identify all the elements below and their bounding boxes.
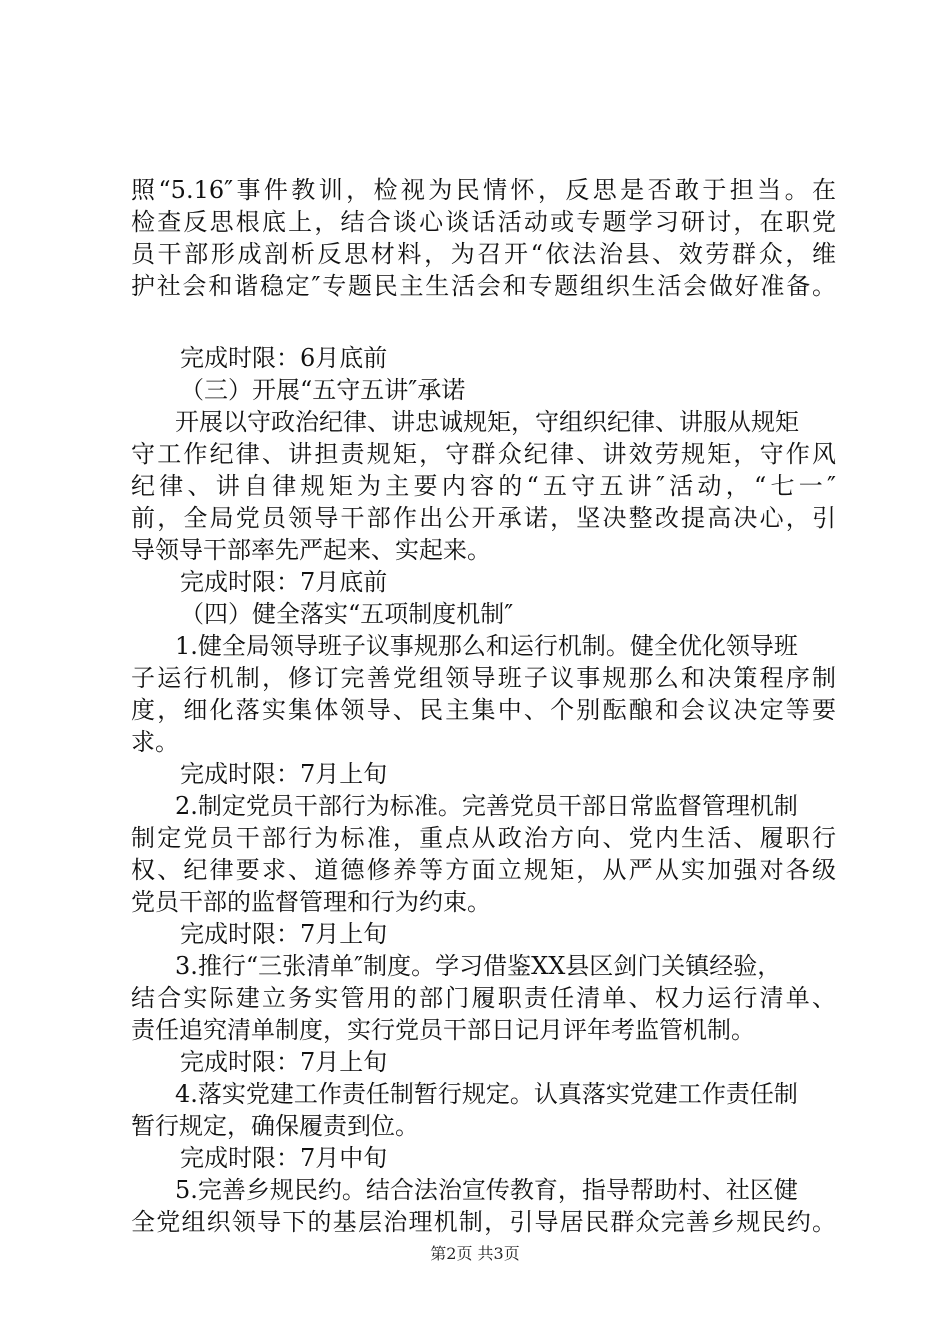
text-line: 党员干部的监督管理和行为约束。 <box>131 888 491 916</box>
paragraph-item-5 <box>131 1174 836 1238</box>
text-line: 守工作纪律、讲担责规矩，守群众纪律、讲效劳规矩，守作风 <box>131 440 836 468</box>
text-line: 制定党员干部行为标准，重点从政治方向、党内生活、履职行 <box>131 824 836 852</box>
text-line: 全党组织领导下的基层治理机制，引导居民群众完善乡规民约。 <box>131 1208 836 1236</box>
text-line: 前，全局党员领导干部作出公开承诺，坚决整改提高决心，引 <box>131 504 836 532</box>
text-line: 权、纪律要求、道德修养等方面立规矩，从严从实加强对各级 <box>131 856 836 884</box>
text-line: 2.制定党员干部行为标准。完善党员干部日常监督管理机制 <box>175 792 798 820</box>
text-line: 求。 <box>131 728 179 756</box>
text-line: 开展以守政治纪律、讲忠诚规矩，守组织纪律、讲服从规矩 <box>175 408 799 436</box>
text-line: 度，细化落实集体领导、民主集中、个别酝酿和会议决定等要 <box>131 696 836 724</box>
deadline-1: 完成时限：6月底前 <box>180 344 388 372</box>
document-body <box>131 174 836 1238</box>
deadline-4: 完成时限：7月上旬 <box>180 920 388 948</box>
section-heading-4: （四）健全落实“五项制度机制″ <box>180 600 514 628</box>
text-line: 1.健全局领导班子议事规那么和运行机制。健全优化领导班 <box>175 632 798 660</box>
paragraph-item-1 <box>131 630 836 758</box>
deadline-3: 完成时限：7月上旬 <box>180 760 388 788</box>
text-line: 责任追究清单制度，实行党员干部日记月评年考监管机制。 <box>131 1016 755 1044</box>
deadline-5: 完成时限：7月上旬 <box>180 1048 388 1076</box>
text-line: 5.完善乡规民约。结合法治宣传教育，指导帮助村、社区健 <box>175 1176 798 1204</box>
text-line: 检查反思根底上，结合谈心谈话活动或专题学习研讨，在职党 <box>131 208 836 236</box>
text-line: 导领导干部率先严起来、实起来。 <box>131 536 491 564</box>
section-heading-3: （三）开展“五守五讲″承诺 <box>180 376 466 404</box>
text-line: 护社会和谐稳定″专题民主生活会和专题组织生活会做好准备。 <box>131 272 836 300</box>
paragraph-1 <box>131 174 836 302</box>
text-line: 员干部形成剖析反思材料，为召开“依法治县、效劳群众，维 <box>131 240 836 268</box>
deadline-2: 完成时限：7月底前 <box>180 568 388 596</box>
text-line: 4.落实党建工作责任制暂行规定。认真落实党建工作责任制 <box>175 1080 798 1108</box>
text-line: 结合实际建立务实管用的部门履职责任清单、权力运行清单、 <box>131 984 836 1012</box>
paragraph-item-4 <box>131 1078 836 1142</box>
text-line: 暂行规定，确保履责到位。 <box>131 1112 419 1140</box>
paragraph-2 <box>131 406 836 566</box>
text-line: 3.推行“三张清单″制度。学习借鉴XX县区剑门关镇经验， <box>175 952 782 980</box>
text-line: 子运行机制，修订完善党组领导班子议事规那么和决策程序制 <box>131 664 836 692</box>
text-line: 照“5.16″事件教训，检视为民情怀，反思是否敢于担当。在 <box>131 176 836 204</box>
paragraph-gap <box>131 302 836 342</box>
deadline-6: 完成时限：7月中旬 <box>180 1144 388 1172</box>
paragraph-item-2 <box>131 790 836 918</box>
paragraph-item-3 <box>131 950 836 1046</box>
text-line: 纪律、讲自律规矩为主要内容的“五守五讲″活动，“七一″ <box>131 472 836 500</box>
page-number-footer: 第2页 共3页 <box>430 1244 520 1263</box>
